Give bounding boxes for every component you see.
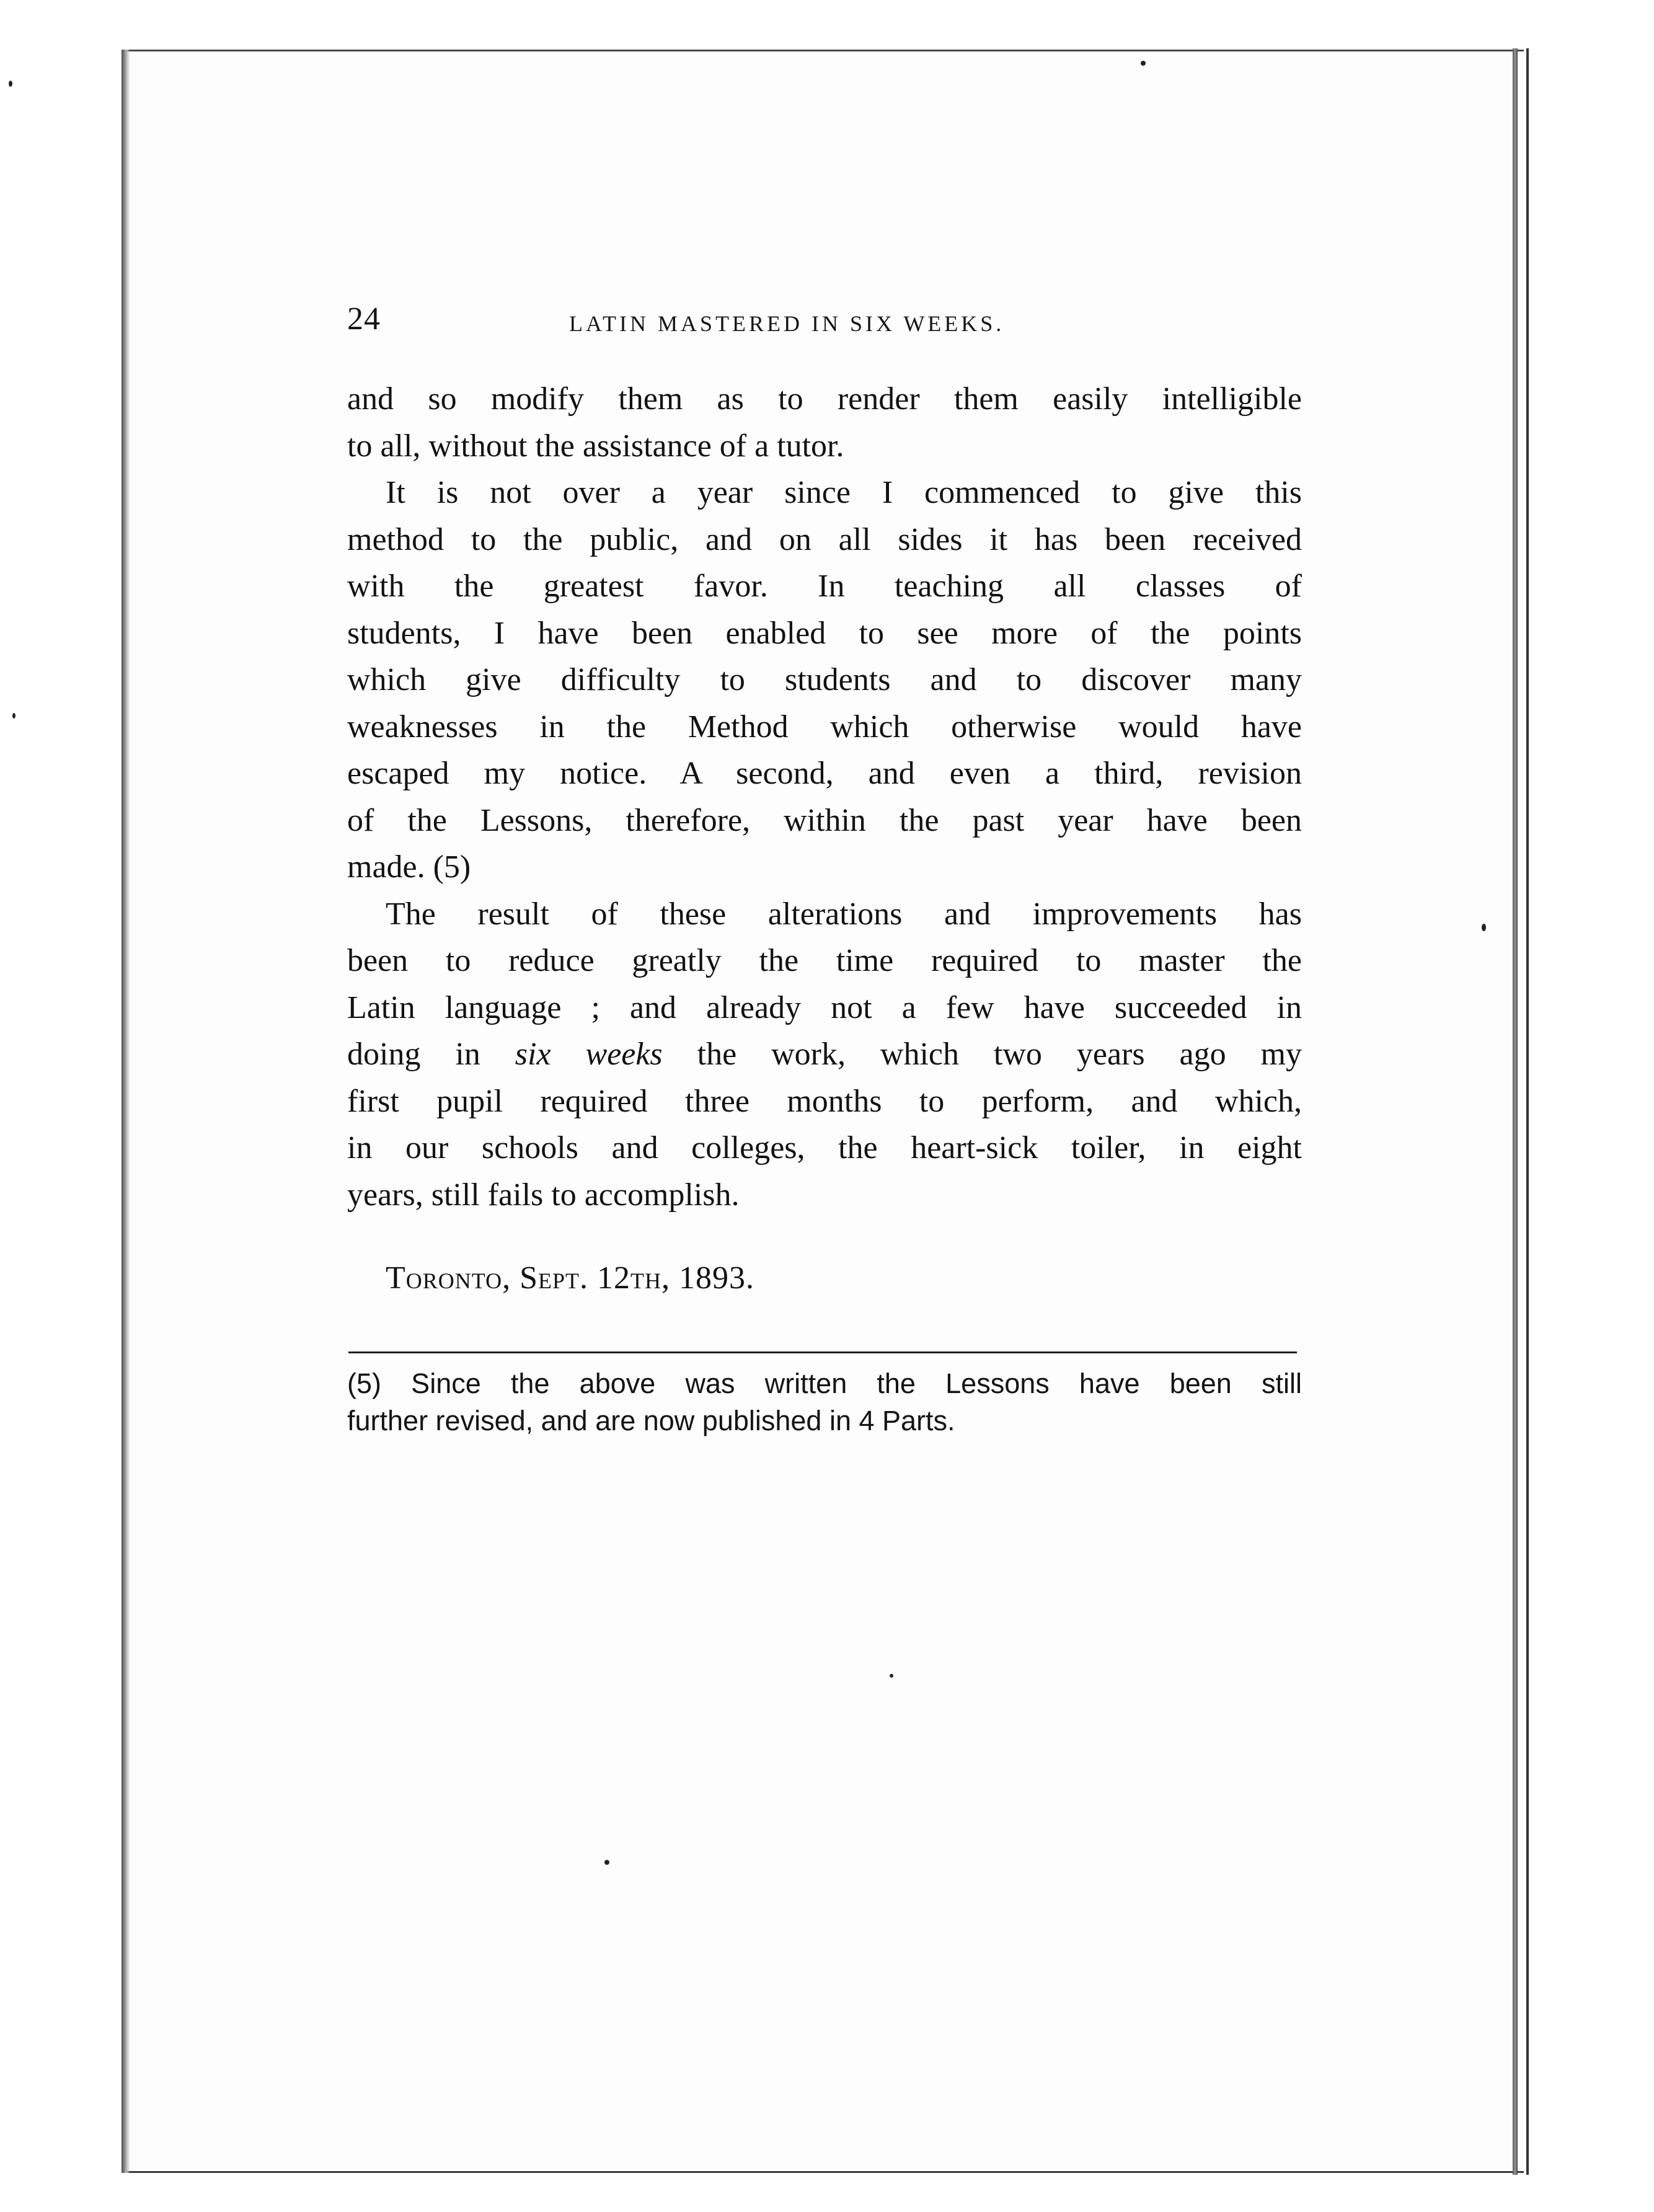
- footnote-rule: [348, 1352, 1297, 1353]
- speck: [1141, 61, 1146, 66]
- text-line: The result of these alterations and improvements has: [386, 896, 1302, 932]
- speck: [12, 713, 15, 719]
- text-line: method to the public, and on all sides it has been received: [347, 521, 1302, 557]
- speck: [890, 1674, 893, 1678]
- italic-phrase: six weeks: [515, 1037, 663, 1072]
- text-line: weaknesses in the Method which otherwise would have: [347, 709, 1302, 745]
- text-line-italic: [347, 1031, 1302, 1078]
- text-line: with the greatest favor. In teaching all classes of: [347, 568, 1302, 604]
- text-line: escaped my notice. A second, and even a third, revision: [347, 756, 1302, 791]
- page-edge: [1513, 48, 1518, 2175]
- text-line: of the Lessons, therefore, within the past year have been: [347, 802, 1302, 838]
- text-line: made. (5): [347, 849, 471, 885]
- footnote-line: (5) Since the above was written the Lessons have been still: [347, 1368, 1302, 1399]
- body-text: [347, 376, 1302, 1218]
- speck: [1482, 924, 1486, 931]
- text-line: first pupil required three months to perform, and which,: [347, 1083, 1302, 1119]
- text-line: been to reduce greatly the time required to master the: [347, 943, 1302, 978]
- text-line: to all, without the assistance of a tutor.: [347, 428, 844, 464]
- running-head: [347, 301, 1302, 344]
- gutter-shadow: [122, 50, 130, 2173]
- facing-page-margin: [1529, 48, 1654, 2175]
- text-line: It is not over a year since I commenced to give this: [386, 475, 1302, 510]
- text-line: in our schools and colleges, the heart-sick toiler, in eight: [347, 1130, 1302, 1166]
- text-line: which give difficulty to students and to discover many: [347, 662, 1302, 697]
- running-title: LATIN MASTERED IN SIX WEEKS.: [569, 311, 1005, 336]
- text-line: years, still fails to accomplish.: [347, 1177, 740, 1213]
- speck: [604, 1860, 609, 1865]
- italic-line-before: doing in: [347, 1037, 515, 1072]
- dateline: Toronto, Sept. 12th, 1893.: [386, 1260, 755, 1296]
- text-line: and so modify them as to render them easily intelligible: [347, 381, 1302, 417]
- footnote: [347, 1365, 1302, 1440]
- text-line: students, I have been enabled to see more of the points: [347, 615, 1302, 651]
- text-line: Latin language ; and already not a few have succeeded in: [347, 989, 1302, 1025]
- page-number: 24: [347, 301, 381, 337]
- speck: [9, 81, 12, 87]
- italic-line-after: the work, which two years ago my: [662, 1037, 1302, 1072]
- footnote-line: further revised, and are now published in 4 Parts.: [347, 1405, 955, 1436]
